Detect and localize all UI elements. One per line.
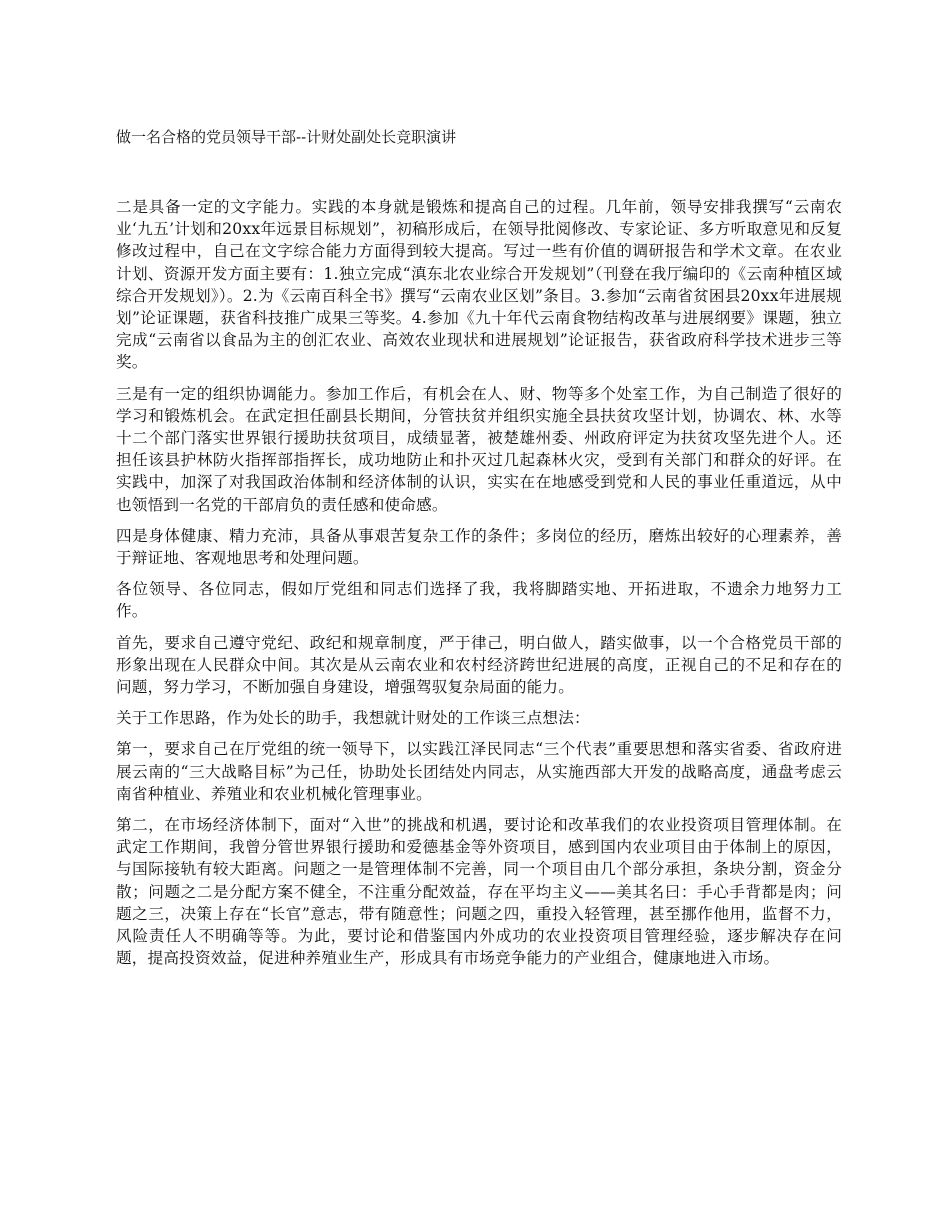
paragraph-coordination-ability: 三是有一定的组织协调能力。参加工作后，有机会在人、财、物等多个处室工作，为自己制造了很好的学习和锻炼机会。在武定担任副县长期间，分管扶贫并组织实施全县扶贫攻坚计划，协调农、林、水等十二个部门落实世界银行援助扶贫项目，成绩显著，被楚雄州委、州政府评定为扶贫攻坚先进个人。还担任该县护林防火指挥部指挥长，成功地防止和扑灭过几起森林火灾，受到有关部门和群众的好评。在实践中，加深了对我国政治体制和经济体制的认识，实实在在地感受到党和人民的事业任重道远，从中也领悟到一名党的干部肩负的责任感和使命感。 bbox=[116, 384, 842, 514]
paragraph-health: 四是身体健康、精力充沛，具备从事艰苦复杂工作的条件；多岗位的经历，磨炼出较好的心理素养，善于辩证地、客观地思考和处理问题。 bbox=[116, 526, 842, 568]
paragraph-work-ideas-intro: 关于工作思路，作为处长的助手，我想就计财处的工作谈三点想法： bbox=[116, 709, 590, 728]
paragraph-first-idea: 第一，要求自己在厅党组的统一领导下，以实践江泽民同志“三个代表”重要思想和落实省委、省政府进展云南的“三大战略目标”为己任，协助处长团结处内同志，从实施西部大开发的战略高度，通盘考虑云南省种植业、养殖业和农业机械化管理事业。 bbox=[116, 740, 842, 803]
document-title: 做一名合格的党员领导干部--计财处副处长竞职演讲 bbox=[116, 128, 457, 146]
paragraph-writing-ability: 二是具备一定的文字能力。实践的本身就是锻炼和提高自己的过程。几年前，领导安排我撰写“云南农业‘九五’计划和20xx年远景目标规划”，初稿形成后，在领导批阅修改、专家论证、多方听取意见和反复修改过程中，自己在文字综合能力方面得到较大提高。写过一些有价值的调研报告和学术文章。在农业计划、资源开发方面主要有：1.独立完成“滇东北农业综合开发规划”（刊登在我厅编印的《云南种植区域综合开发规划》）。2.为《云南百科全书》撰写“云南农业区划”条目。3.参加“云南省贫困县20xx年进展规划”论证课题，获省科技推广成果三等奖。4.参加《九十年代云南食物结构改革与进展纲要》课题，独立完成“云南省以食品为主的创汇农业、高效农业现状和进展规划”论证报告，获省政府科学技术进步三等奖。 bbox=[116, 198, 842, 372]
paragraph-self-requirements: 首先，要求自己遵守党纪、政纪和规章制度，严于律己，明白做人，踏实做事，以一个合格党员干部的形象出现在人民群众中间。其次是从云南农业和农村经济跨世纪进展的高度，正视自己的不足和存在的问题，努力学习，不断加强自身建设，增强驾驭复杂局面的能力。 bbox=[116, 633, 842, 697]
paragraph-commitment: 各位领导、各位同志，假如厅党组和同志们选择了我，我将脚踏实地、开拓进取，不遗余力地努力工作。 bbox=[116, 580, 842, 621]
paragraph-second-idea: 第二，在市场经济体制下，面对“入世”的挑战和机遇，要讨论和改革我们的农业投资项目管理体制。在武定工作期间，我曾分管世界银行援助和爱德基金等外资项目，感到国内农业项目由于体制上的原因，与国际接轨有较大距离。问题之一是管理体制不完善，同一个项目由几个部分承担，条块分割，资金分散；问题之二是分配方案不健全，不注重分配效益，存在平均主义——美其名曰：手心手背都是肉；问题之三，决策上存在“长官”意志，带有随意性；问题之四，重投入轻管理，甚至挪作他用，监督不力，风险责任人不明确等等。为此，要讨论和借鉴国内外成功的农业投资项目管理经验，逐步解决存在问题，提高投资效益，促进种养殖业生产，形成具有市场竞争能力的产业组合，健康地进入市场。 bbox=[116, 816, 842, 968]
document-body bbox=[116, 196, 842, 979]
